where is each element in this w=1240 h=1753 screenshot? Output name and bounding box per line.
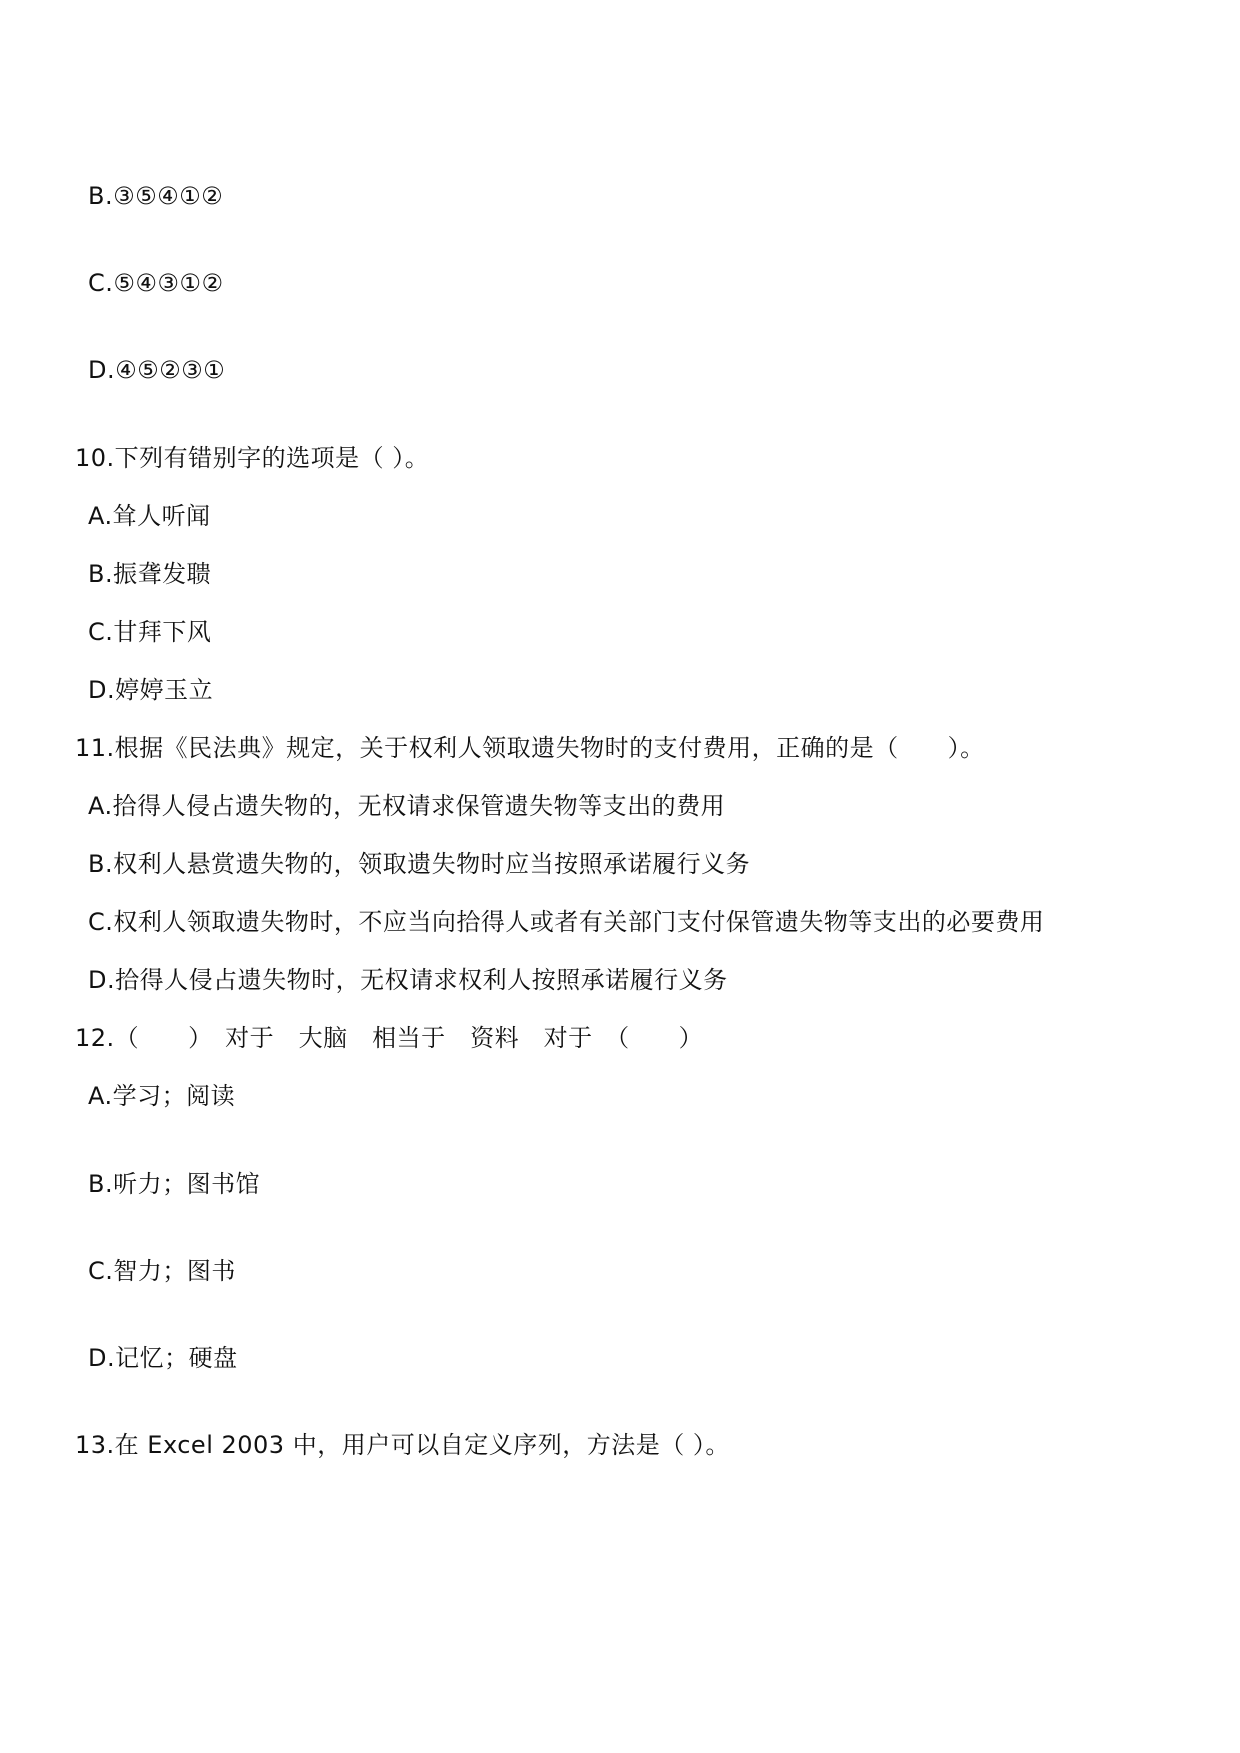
q11-option-d: D.拾得人侵占遗失物时，无权请求权利人按照承诺履行义务 (88, 966, 728, 994)
q12-option-d: D.记忆；硬盘 (88, 1344, 238, 1372)
q12-option-a: A.学习；阅读 (88, 1082, 236, 1110)
q9-option-b: B.③⑤④①② (88, 182, 224, 210)
q12-stem: 12.（ ） 对于 大脑 相当于 资料 对于 （ ） (75, 1024, 704, 1052)
q10-option-d: D.婷婷玉立 (88, 676, 214, 704)
q11-option-c: C.权利人领取遗失物时，不应当向拾得人或者有关部门支付保管遗失物等支出的必要费用 (88, 908, 1045, 936)
q9-option-d: D.④⑤②③① (88, 356, 226, 384)
q10-stem: 10.下列有错别字的选项是（ ）。 (75, 444, 430, 472)
q11-option-b: B.权利人悬赏遗失物的，领取遗失物时应当按照承诺履行义务 (88, 850, 751, 878)
q9-option-c: C.⑤④③①② (88, 269, 224, 297)
q11-stem: 11.根据《民法典》规定，关于权利人领取遗失物时的支付费用，正确的是（ ）。 (75, 734, 985, 762)
q10-option-b: B.振聋发聩 (88, 560, 212, 588)
q12-option-c: C.智力；图书 (88, 1257, 236, 1285)
q10-option-a: A.耸人听闻 (88, 502, 211, 530)
q10-option-c: C.甘拜下风 (88, 618, 212, 646)
q13-stem: 13.在 Excel 2003 中，用户可以自定义序列，方法是（ ）。 (75, 1431, 730, 1459)
q11-option-a: A.拾得人侵占遗失物的，无权请求保管遗失物等支出的费用 (88, 792, 726, 820)
q12-option-b: B.听力；图书馆 (88, 1170, 261, 1198)
